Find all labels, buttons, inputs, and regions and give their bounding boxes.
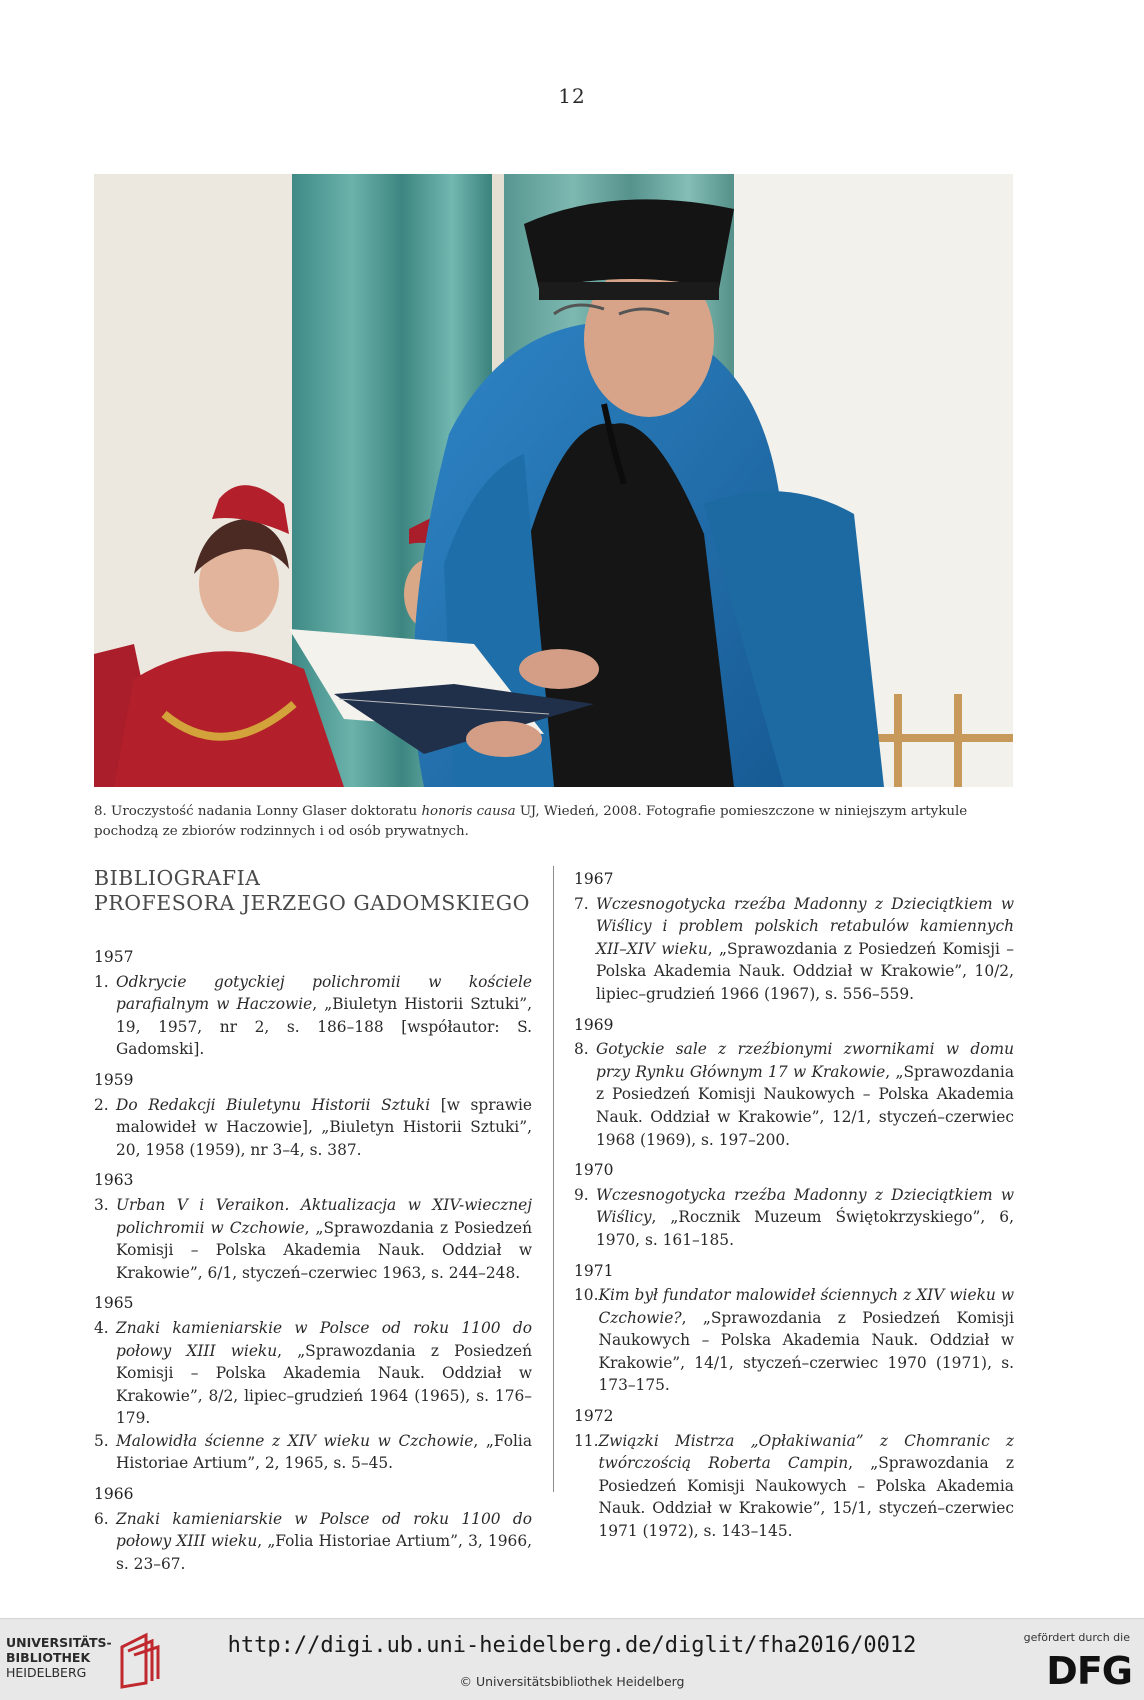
entry-text [596,1038,1014,1151]
figure-caption [94,802,1014,842]
entry-title: Wczesnogotycka rzeźba Madonny z Dzieciątkiem w Wiślicy i problem polskich retabulów kamiennych XII–XIV wieku [596,894,1014,958]
entry-publication: , „Sprawozdania z Posiedzeń Komisji Naukowych – Polska Akademia Nauk. Oddział w Krakowie”, 15/1, styczeń–czerwiec 1971 (1972), s. 143–145. [598,1454,1014,1541]
entry-text [596,893,1014,1006]
entry-publication: , „Sprawozdania z Posiedzeń Komisji – Polska Akademia Nauk. Oddział w Krakowie”, 8/2, lipiec–grudzień 1964 (1965), s. 176–179. [116,1341,532,1428]
entry-title: Gotyckie sale z rzeźbionymi zwornikami w domu przy Rynku Głównym 17 w Krakowie [596,1040,1014,1081]
entry-number: 9. [574,1185,589,1204]
entry-title: Znaki kamieniarskie w Polsce od roku 1100 do połowy XIII wieku [116,1509,532,1551]
library-line-3: HEIDELBERG [6,1665,87,1680]
entry-publication: , „Sprawozdania z Posiedzeń Komisji – Polska Akademia Nauk. Oddział w Krakowie”, 6/1, styczeń–czerwiec 1963, s. 244–248. [116,1218,532,1282]
digitization-footer [0,1618,1144,1700]
library-line-1: UNIVERSITÄTS- [6,1635,112,1650]
year-heading: 1965 [94,1294,134,1313]
entry-text [116,971,532,1061]
entry-title: Malowidła ścienne z XIV wieku w Czchowie [116,1431,474,1450]
funding-label: gefördert durch die [1023,1631,1130,1644]
entry-number: 2. [94,1095,109,1114]
bibliography-entry [94,1317,532,1430]
entry-number: 7. [574,894,589,913]
entry-text [116,1094,532,1162]
right-entries [574,868,1014,1543]
caption-text-italic: honoris causa [421,804,516,819]
year-heading: 1963 [94,1171,134,1190]
bibliography-entry [574,1430,1014,1543]
entry-title: Kim był fundator malowideł ściennych z XIV wieku w Czchowie? [598,1286,1014,1327]
entry-title: Wczesnogotycka rzeźba Madonny z Dzieciątkiem w Wiślicy [596,1185,1014,1227]
bibliography-entry [94,1094,532,1162]
entry-title: Związki Mistrza „Opłakiwania” z Chomranic z twórczością Roberta Campin [598,1431,1014,1473]
entry-title: Odkrycie gotyckiej polichromii w kościele parafialnym w Haczowie [116,972,532,1014]
entry-publication: , „Sprawozdania z Posiedzeń Komisji – Polska Akademia Nauk. Oddział w Krakowie”, 10/2, lipiec–grudzień 1966 (1967), s. 556–559. [596,939,1014,1003]
entry-number: 3. [94,1195,109,1214]
bibliography-entry [574,1184,1014,1252]
bibliography-entry [574,893,1014,1006]
bibliography-left-column [94,866,532,1575]
entry-title: Urban V i Veraikon. Aktualizacja w XIV-wiecznej polichromii w Czchowie [116,1195,532,1237]
entry-text [116,1317,532,1430]
caption-text-2: UJ, Wiedeń, 2008. Fotografie pomieszczone w niniejszym artykule pochodzą ze zbiorów rodzinnych i od osób prywatnych. [94,804,968,839]
heading-line-2: PROFESORA JERZEGO GADOMSKIEGO [94,891,530,915]
permalink-url[interactable]: http://digi.ub.uni-heidelberg.de/diglit/fha2016/0012 [227,1633,917,1658]
entry-text [116,1194,532,1284]
entry-publication: , „Folia Historiae Artium”, 3, 1966, s. 23–67. [116,1532,532,1573]
entry-publication: [w sprawie malowideł w Haczowie], „Biuletyn Historii Sztuki”, 20, 1958 (1959), nr 3–4, s. 387. [116,1095,533,1159]
year-heading: 1971 [574,1261,614,1280]
entry-number: 8. [574,1040,589,1059]
entry-number: 5. [94,1431,109,1450]
year-heading: 1972 [574,1407,614,1426]
bibliography-entry [94,1430,532,1475]
entry-number: 11. [574,1431,599,1450]
year-heading: 1967 [574,870,614,888]
bibliography-entry [94,1508,532,1576]
entry-publication: , „Sprawozdania z Posiedzeń Komisji Naukowych – Polska Akademia Nauk. Oddział w Krakowie”, 12/1, styczeń–czerwiec 1968 (1969), s. 197–200. [596,1062,1014,1149]
entry-publication: , „Biuletyn Historii Sztuki”, 19, 1957, nr 2, s. 186–188 [współautor: S. Gadomski]. [116,995,532,1059]
entry-text [598,1284,1014,1397]
copyright-notice: © Universitätsbibliothek Heidelberg [459,1674,685,1689]
dfg-logo: DFG [1046,1649,1132,1693]
year-heading: 1959 [94,1070,134,1089]
left-entries [94,946,532,1575]
ceremony-photo [94,174,1013,787]
entry-title: Znaki kamieniarskie w Polsce od roku 1100 do połowy XIII wieku [116,1318,532,1360]
page-number: 12 [558,84,586,108]
bibliography-entry [94,1194,532,1284]
bibliography-entry [574,1038,1014,1151]
bibliography-right-column [574,868,1014,1543]
caption-text-1: 8. Uroczystość nadania Lonny Glaser doktoratu [94,804,422,819]
bibliography-entry [94,971,532,1061]
entry-publication: , „Folia Historiae Artium”, 2, 1965, s. 5–45. [116,1431,532,1473]
year-heading: 1957 [94,948,134,966]
column-divider [553,866,554,1492]
heading-line-1: BIBLIOGRAFIA [94,866,261,890]
entry-text [596,1184,1014,1252]
entry-publication: , „Rocznik Muzeum Świętokrzyskiego”, 6, 1970, s. 161–185. [596,1208,1014,1249]
bibliography-entry [574,1284,1014,1397]
bibliography-heading [94,866,532,916]
library-line-2: BIBLIOTHEK [6,1650,91,1665]
entry-title: Do Redakcji Biuletynu Historii Sztuki [116,1095,431,1114]
entry-number: 4. [94,1318,109,1337]
entry-number: 1. [94,972,109,991]
entry-number: 10. [574,1286,599,1305]
entry-number: 6. [94,1509,109,1528]
year-heading: 1966 [94,1485,134,1504]
entry-text [598,1430,1014,1543]
year-heading: 1969 [574,1015,614,1034]
entry-text [116,1508,532,1576]
entry-text [116,1430,532,1475]
year-heading: 1970 [574,1161,614,1180]
photo-illustration [94,174,1013,787]
entry-publication: , „Sprawozdania z Posiedzeń Komisji Naukowych – Polska Akademia Nauk. Oddział w Krakowie”, 14/1, styczeń–czerwiec 1970 (1971), s. 173–175. [598,1308,1014,1395]
